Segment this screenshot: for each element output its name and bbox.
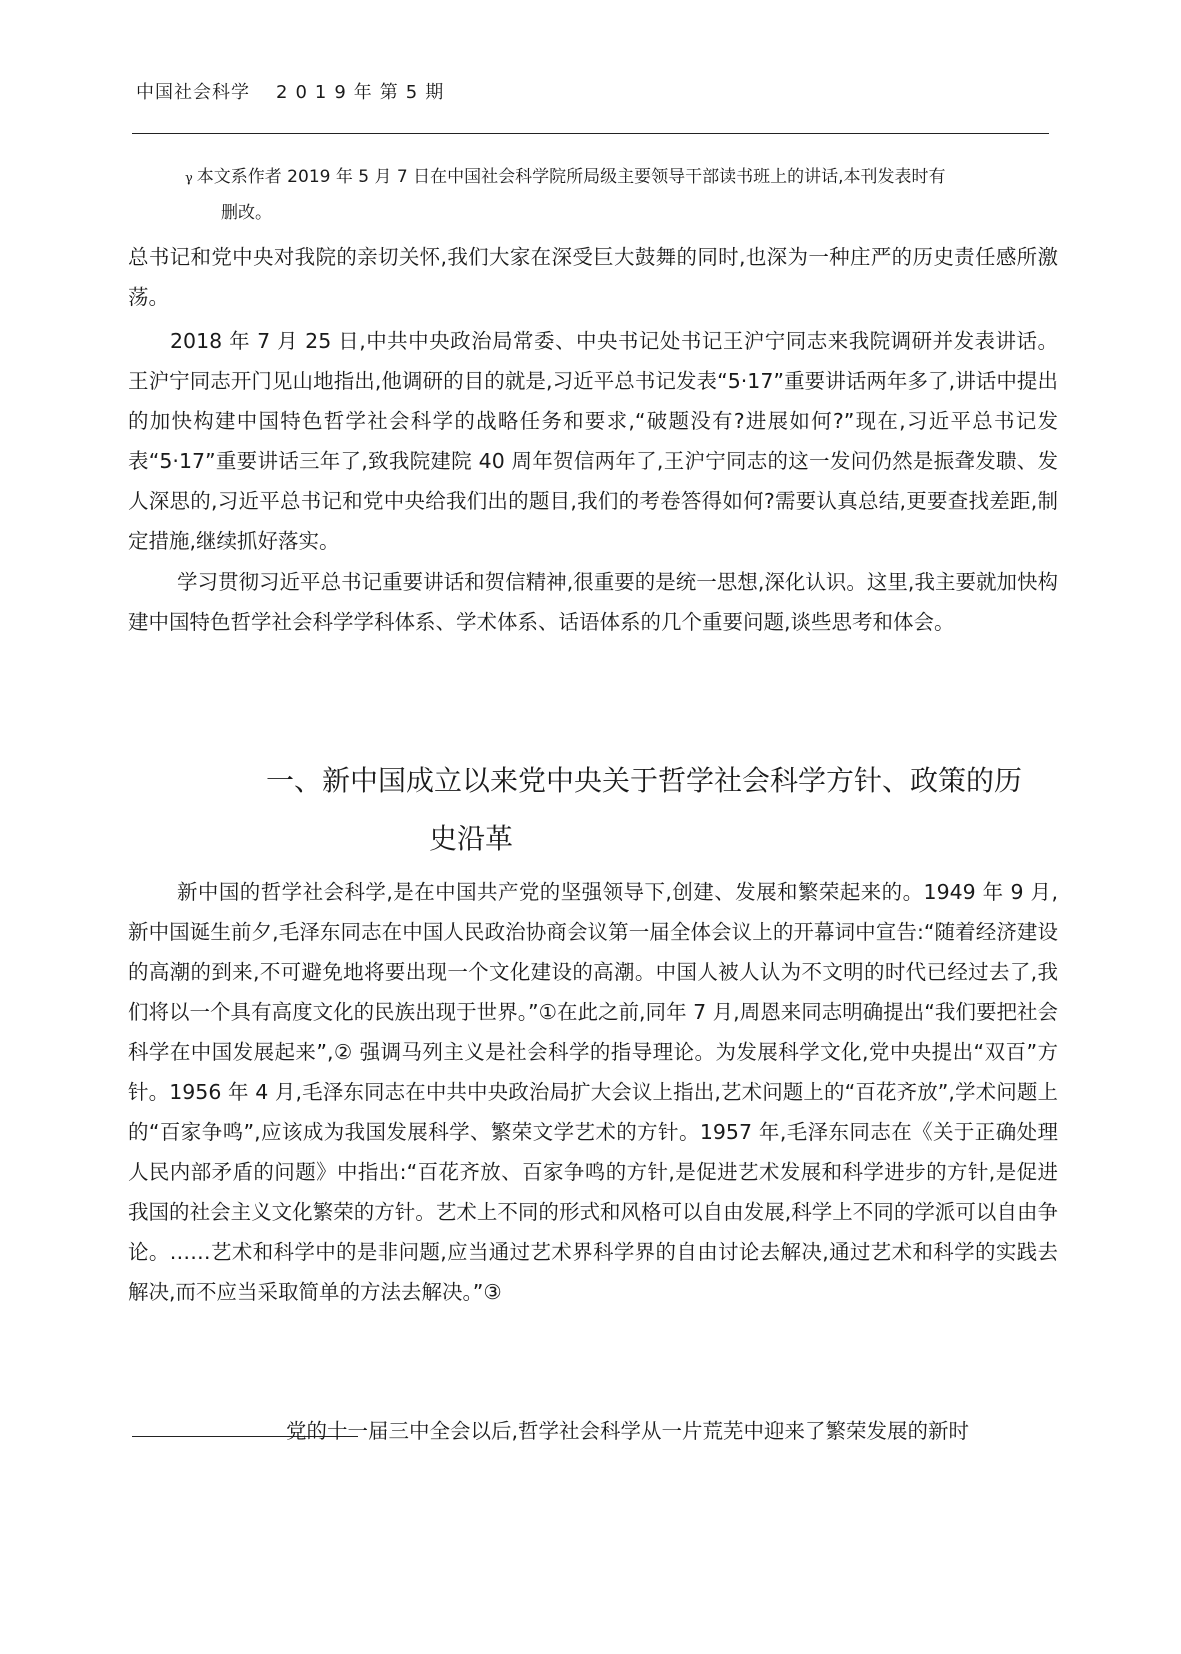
issue-number: 2019年第5期 xyxy=(276,82,452,103)
running-header xyxy=(136,78,451,104)
paragraph-2: 2018 年 7 月 25 日,中共中央政治局常委、中央书记处书记王沪宁同志来我院调研并发表讲话。王沪宁同志开门见山地指出,他调研的目的就是,习近平总书记发表“5·17”重要讲话两年多了,讲话中提出的加快构建中国特色哲学社会科学的战略任务和要求,“破题没有?进展如何?”现在,习近平总书记发表“5·17”重要讲话三年了,致我院建院 40 周年贺信两年了,王沪宁同志的这一发问仍然是振聋发聩、发人深思的,习近平总书记和党中央给我们出的题目,我们的考卷答得如何?需要认真总结,更要查找差距,制定措施,继续抓好落实。 xyxy=(128,329,1058,553)
section-heading-line2: 史沿革 xyxy=(429,822,514,855)
header-rule xyxy=(132,133,1049,134)
title-footnote xyxy=(185,160,1055,230)
footnote-mark: γ xyxy=(185,171,193,186)
footnote-text-line2: 删改。 xyxy=(221,203,272,223)
section-heading-line1: 一、新中国成立以来党中央关于哲学社会科学方针、政策的历 xyxy=(266,764,1023,797)
section-heading xyxy=(266,752,1066,868)
footnote-text-line1: 本文系作者 2019 年 5 月 7 日在中国社会科学院所局级主要领导干部读书班上的讲话,本刊发表时有 xyxy=(196,167,946,187)
paragraph-1: 总书记和党中央对我院的亲切关怀,我们大家在深受巨大鼓舞的同时,也深为一种庄严的历史责任感所激荡。 xyxy=(128,245,1058,309)
paragraph-3: 学习贯彻习近平总书记重要讲话和贺信精神,很重要的是统一思想,深化认识。这里,我主要就加快构建中国特色哲学社会科学学科体系、学术体系、话语体系的几个重要问题,谈些思考和体会。 xyxy=(128,570,1058,634)
journal-name: 中国社会科学 xyxy=(136,82,250,103)
paragraph-5: 党的十一届三中全会以后,哲学社会科学从一片荒芜中迎来了繁荣发展的新时 xyxy=(286,1419,970,1443)
paragraph-4: 新中国的哲学社会科学,是在中国共产党的坚强领导下,创建、发展和繁荣起来的。1949 年 9 月,新中国诞生前夕,毛泽东同志在中国人民政治协商会议第一届全体会议上的开幕词中宣告:“随着经济建设的高潮的到来,不可避免地将要出现一个文化建设的高潮。中国人被人认为不文明的时代已经过去了,我们将以一个具有高度文化的民族出现于世界。”①在此之前,同年 7 月,周恩来同志明确提出“我们要把社会科学在中国发展起来”,② 强调马列主义是社会科学的指导理论。为发展科学文化,党中央提出“双百”方针。1956 年 4 月,毛泽东同志在中共中央政治局扩大会议上指出,艺术问题上的“百花齐放”,学术问题上的“百家争鸣”,应该成为我国发展科学、繁荣文学艺术的方针。1957 年,毛泽东同志在《关于正确处理人民内部矛盾的问题》中指出:“百花齐放、百家争鸣的方针,是促进艺术发展和科学进步的方针,是促进我国的社会主义文化繁荣的方针。艺术上不同的形式和风格可以自由发展,科学上不同的学派可以自由争论。……艺术和科学中的是非问题,应当通过艺术界科学界的自由讨论去解决,通过艺术和科学的实践去解决,而不应当采取简单的方法去解决。”③ xyxy=(128,880,1058,1304)
